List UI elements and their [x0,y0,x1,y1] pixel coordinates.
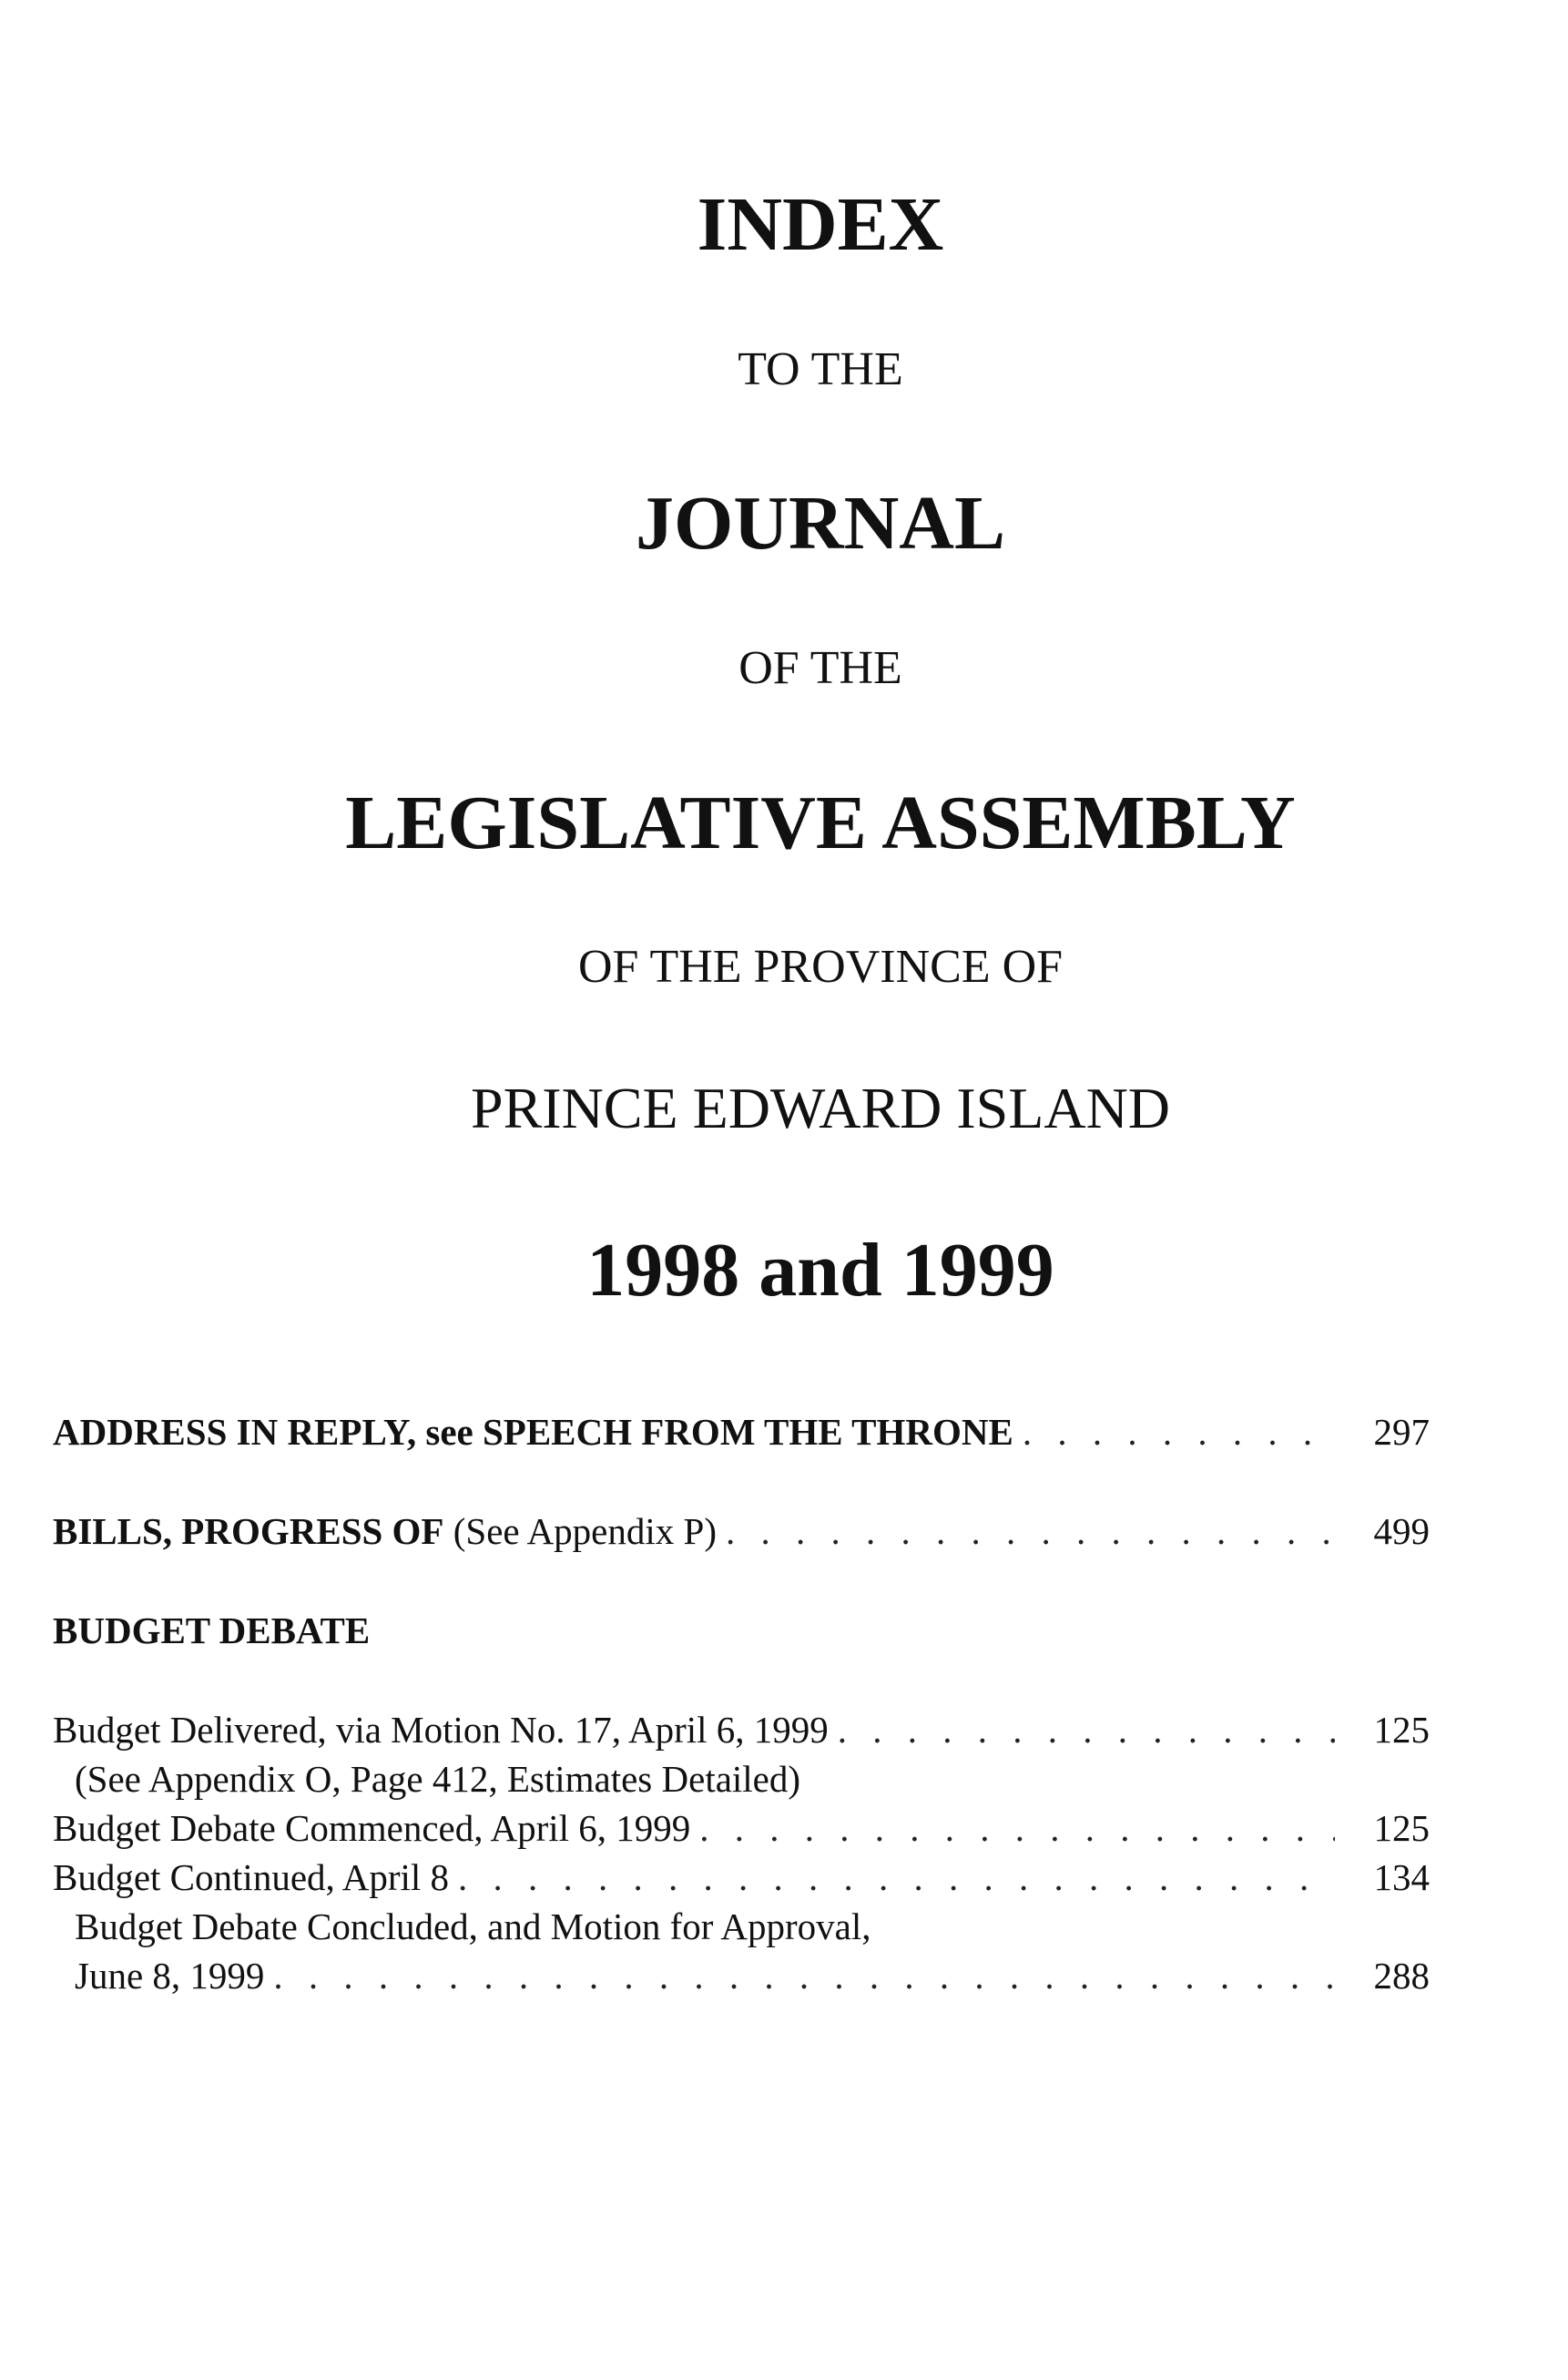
of-the-line: OF THE [738,642,902,694]
entry-page-number: 125 [1373,1807,1430,1849]
index-entry-budget-commenced [53,1803,1430,1853]
dot-leader [726,1507,1335,1556]
index-entry-bills-progress [53,1507,1430,1556]
section-heading-budget-debate: BUDGET DEBATE [53,1609,371,1651]
assembly-heading: LEGISLATIVE ASSEMBLY [345,781,1296,865]
entry-page-number: 297 [1373,1411,1430,1453]
entry-page-number: 499 [1373,1510,1430,1552]
journal-heading: JOURNAL [635,481,1005,566]
index-entry-address-in-reply [53,1407,1430,1456]
dot-leader [838,1705,1335,1754]
index-entry-budget-continued [53,1853,1430,1902]
index-heading: INDEX [697,182,944,267]
index-entry-budget-delivered [53,1705,1430,1754]
index-entry-budget-concluded-date [53,1951,1430,2000]
entry-page-number: 134 [1373,1856,1430,1898]
province-name: PRINCE EDWARD ISLAND [471,1076,1170,1140]
to-the-line: TO THE [738,343,903,395]
entry-label: Budget Continued, April 8 [53,1856,450,1898]
index-entries [53,1407,1430,2000]
entry-label: Budget Debate Commenced, April 6, 1999 [53,1807,691,1849]
of-the-province-line: OF THE PROVINCE OF [577,941,1064,993]
entry-label-budget-concluded: Budget Debate Concluded, and Motion for Approval, [75,1905,871,1947]
dot-leader [273,1951,1335,2000]
entry-label: June 8, 1999 [75,1955,265,1997]
dot-leader [699,1803,1335,1853]
entry-page-number: 125 [1373,1709,1430,1751]
entry-label-rest: (See Appendix P) [443,1510,717,1552]
entry-label-bold: BILLS, PROGRESS OF [53,1510,444,1552]
years-heading: 1998 and 1999 [586,1228,1054,1313]
dot-leader [458,1853,1335,1902]
entry-label: ADDRESS IN REPLY, see SPEECH FROM THE THRONE [53,1411,1013,1453]
entry-note-appendix-o: (See Appendix O, Page 412, Estimates Detailed) [75,1758,801,1800]
entry-page-number: 288 [1373,1955,1430,1997]
dot-leader [1023,1407,1335,1456]
entry-label: Budget Delivered, via Motion No. 17, April 6, 1999 [53,1709,829,1751]
